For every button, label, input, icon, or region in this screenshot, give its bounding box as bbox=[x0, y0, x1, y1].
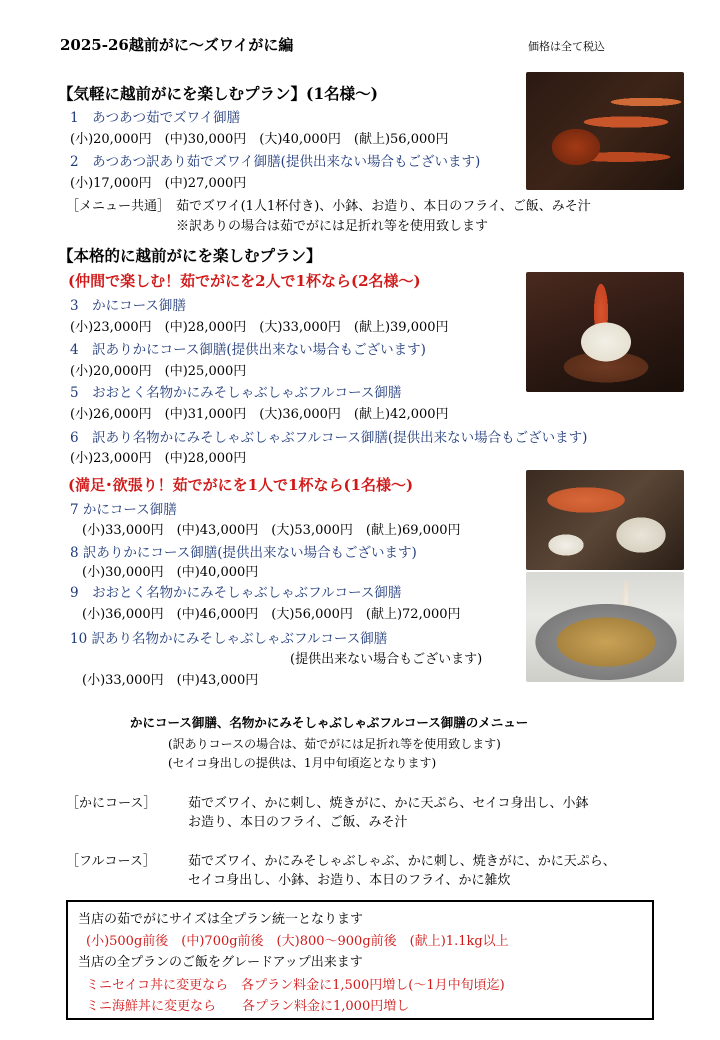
plan-8-prices: (小)30,000円 (中)40,000円 bbox=[82, 565, 259, 580]
plan-10-note: (提供出来ない場合もございます) bbox=[290, 652, 483, 667]
menu-common-line2: ※訳ありの場合は茹でがには足折れ等を使用致します bbox=[176, 219, 489, 234]
menu-common-line1: 茹でズワイ(1人1杯付き)、小鉢、お造り、本日のフライ、ご飯、みそ汁 bbox=[176, 199, 591, 214]
plan-10-name: 10 訳あり名物かにみそしゃぶしゃぶフルコース御膳 bbox=[70, 631, 388, 647]
plan-4-prices: (小)20,000円 (中)25,000円 bbox=[70, 364, 247, 379]
plan-9-name: 9 おおとく名物かにみそしゃぶしゃぶフルコース御膳 bbox=[70, 585, 402, 601]
section2-heading: 【本格的に越前がにを楽しむプラン】 bbox=[58, 246, 322, 265]
info-kaisen-don-line: ミニ海鮮丼に変更なら 各プラン料金に1,000円増し bbox=[86, 999, 410, 1014]
info-size-line: 当店の茹でがにサイズは全プラン統一となります bbox=[78, 912, 363, 927]
plan-2-prices: (小)17,000円 (中)27,000円 bbox=[70, 176, 247, 191]
full-course-line2: セイコ身出し、小鉢、お造り、本日のフライ、かに雑炊 bbox=[188, 873, 511, 888]
plan-6-prices: (小)23,000円 (中)28,000円 bbox=[70, 451, 247, 466]
plan-6-name: 6 訳あり名物かにみそしゃぶしゃぶフルコース御膳(提供出来ない場合もございます) bbox=[70, 430, 588, 446]
kani-course-line1: 茹でズワイ、かに刺し、焼きがに、かに天ぷら、セイコ身出し、小鉢 bbox=[188, 796, 589, 811]
plan-1-name: 1 あつあつ茹でズワイ御膳 bbox=[70, 110, 241, 126]
info-upgrade-line: 当店の全プランのご飯をグレードアップ出来ます bbox=[78, 955, 363, 970]
kani-course-line2: お造り、本日のフライ、ご飯、みそ汁 bbox=[188, 815, 408, 830]
menu-heading: かにコース御膳、名物かにみそしゃぶしゃぶフルコース御膳のメニュー bbox=[130, 715, 529, 730]
sub-heading-2people: (仲間で楽しむ！茹でがにを2人で1杯なら(2名様～) bbox=[68, 272, 421, 290]
plan-8-name: 8 訳ありかにコース御膳(提供出来ない場合もございます) bbox=[70, 545, 417, 561]
plan-7-prices: (小)33,000円 (中)43,000円 (大)53,000円 (献上)69,000円 bbox=[82, 523, 461, 538]
plan-7-name: 7 かにコース御膳 bbox=[70, 502, 177, 518]
crab-sashimi-photo bbox=[526, 272, 684, 392]
info-seiko-don-line: ミニセイコ丼に変更なら 各プラン料金に1,500円増し(～1月中旬頃迄) bbox=[86, 978, 505, 993]
kani-course-label: ［かにコース］ bbox=[66, 796, 157, 811]
section1-heading: 【気軽に越前がにを楽しむプラン】(1名様～) bbox=[58, 84, 378, 103]
sub-heading-1person: (満足･欲張り！茹でがにを1人で1杯なら(1名様～) bbox=[68, 476, 414, 494]
plan-1-prices: (小)20,000円 (中)30,000円 (大)40,000円 (献上)56,000円 bbox=[70, 132, 449, 147]
plan-5-name: 5 おおとく名物かにみそしゃぶしゃぶフルコース御膳 bbox=[70, 385, 402, 401]
plan-4-name: 4 訳ありかにコース御膳(提供出来ない場合もございます) bbox=[70, 342, 426, 358]
plan-10-prices: (小)33,000円 (中)43,000円 bbox=[82, 673, 259, 688]
menu-note-1: (訳ありコースの場合は、茹でがには足折れ等を使用致します) bbox=[168, 737, 501, 751]
plan-2-name: 2 あつあつ訳あり茹でズワイ御膳(提供出来ない場合もございます) bbox=[70, 154, 481, 170]
menu-common-label: ［メニュー共通］ bbox=[66, 199, 171, 214]
plan-3-prices: (小)23,000円 (中)28,000円 (大)33,000円 (献上)39,000円 bbox=[70, 320, 449, 335]
full-course-line1: 茹でズワイ、かにみそしゃぶしゃぶ、かに刺し、焼きがに、かに天ぷら、 bbox=[188, 854, 616, 869]
menu-note-2: (セイコ身出しの提供は、1月中旬頃迄となります) bbox=[168, 756, 437, 770]
info-weights-line: (小)500g前後 (中)700g前後 (大)800～900g前後 (献上)1.1kg以上 bbox=[86, 934, 509, 949]
crab-platter-photo bbox=[526, 470, 684, 570]
crab-dish-photo bbox=[526, 72, 684, 190]
tax-note: 価格は全て税込 bbox=[528, 40, 605, 53]
plan-9-prices: (小)36,000円 (中)46,000円 (大)56,000円 (献上)72,000円 bbox=[82, 607, 461, 622]
plan-5-prices: (小)26,000円 (中)31,000円 (大)36,000円 (献上)42,000円 bbox=[70, 407, 449, 422]
plan-3-name: 3 かにコース御膳 bbox=[70, 298, 186, 314]
page-title: 2025-26越前がに～ズワイがに編 bbox=[60, 36, 294, 54]
crab-shabu-pot-photo bbox=[526, 572, 684, 682]
full-course-label: ［フルコース］ bbox=[66, 854, 156, 869]
